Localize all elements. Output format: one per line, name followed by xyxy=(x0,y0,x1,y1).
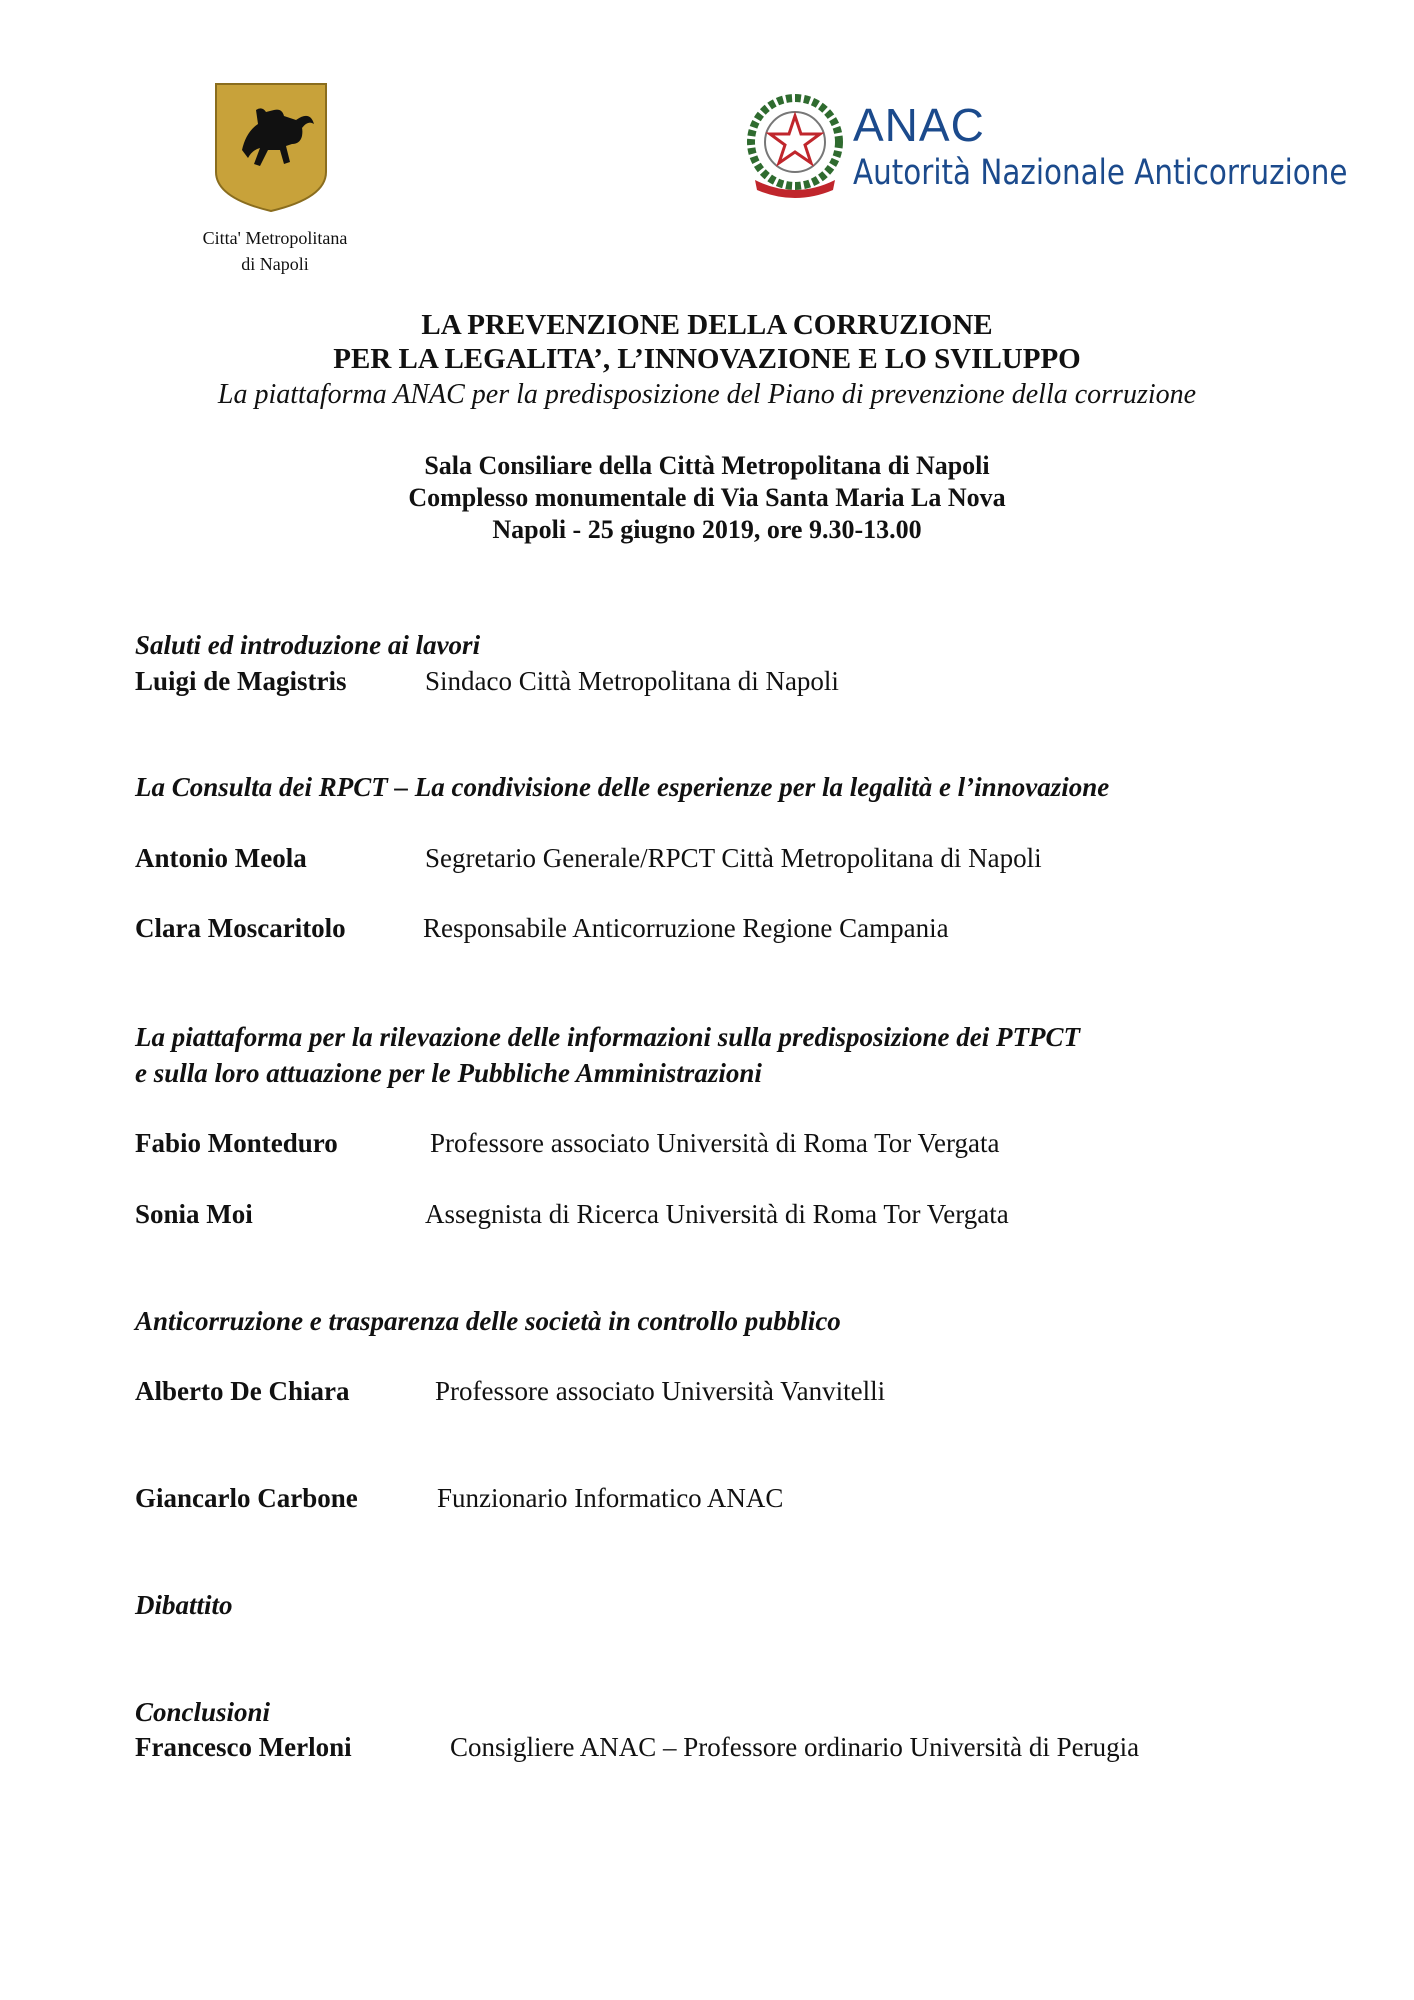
speaker-role: Responsabile Anticorruzione Regione Campania xyxy=(423,913,949,943)
section-title-anticorruzione: Anticorruzione e trasparenza delle società in controllo pubblico xyxy=(135,1306,841,1336)
napoli-caption xyxy=(170,225,380,277)
speaker-name: Luigi de Magistris xyxy=(135,666,347,696)
speaker-name: Sonia Moi xyxy=(135,1199,253,1229)
section-title-saluti: Saluti ed introduzione ai lavori xyxy=(135,630,481,660)
speaker-name: Alberto De Chiara xyxy=(135,1376,350,1406)
speaker-name: Antonio Meola xyxy=(135,843,307,873)
subtitle: La piattaforma ANAC per la predisposizione del Piano di prevenzione della corruzione xyxy=(217,379,1197,410)
speaker-role: Professore associato Università di Roma Tor Vergata xyxy=(430,1128,1000,1158)
section-title-piattaforma-line2: e sulla loro attuazione per le Pubbliche Amministrazioni xyxy=(135,1058,762,1088)
speaker-role: Segretario Generale/RPCT Città Metropolitana di Napoli xyxy=(425,843,1042,873)
venue-line1: Sala Consiliare della Città Metropolitana di Napoli xyxy=(424,451,990,480)
venue-date-line: Napoli - 25 giugno 2019, ore 9.30-13.00 xyxy=(492,515,922,544)
anac-full-name: Autorità Nazionale Anticorruzione xyxy=(853,153,1348,193)
speaker-role: Assegnista di Ricerca Università di Roma Tor Vergata xyxy=(425,1199,1009,1229)
speaker-role: Sindaco Città Metropolitana di Napoli xyxy=(425,666,839,696)
section-title-piattaforma-line1: La piattaforma per la rilevazione delle informazioni sulla predisposizione dei PTPCT xyxy=(135,1022,1080,1052)
speaker-name: Fabio Monteduro xyxy=(135,1128,338,1158)
speaker-role: Funzionario Informatico ANAC xyxy=(437,1483,784,1513)
speaker-name: Clara Moscaritolo xyxy=(135,913,346,943)
speaker-name: Francesco Merloni xyxy=(135,1732,352,1762)
anac-short-name: ANAC xyxy=(853,99,985,151)
speaker-name: Giancarlo Carbone xyxy=(135,1483,358,1513)
section-title-conclusioni: Conclusioni xyxy=(135,1697,271,1727)
section-title-dibattito: Dibattito xyxy=(135,1590,233,1620)
section-title-consulta: La Consulta dei RPCT – La condivisione delle esperienze per la legalità e l’innovazione xyxy=(135,772,1110,802)
title-line2: PER LA LEGALITA’, L’INNOVAZIONE E LO SVILUPPO xyxy=(333,343,1081,375)
title-line1: LA PREVENZIONE DELLA CORRUZIONE xyxy=(421,309,993,341)
napoli-caption-line1: Citta' Metropolitana xyxy=(202,228,348,248)
italian-republic-emblem xyxy=(745,92,845,204)
venue-line2: Complesso monumentale di Via Santa Maria La Nova xyxy=(408,483,1006,512)
speaker-role: Professore associato Università Vanvitelli xyxy=(435,1376,886,1406)
napoli-caption-line2: di Napoli xyxy=(241,254,309,274)
speaker-role: Consigliere ANAC – Professore ordinario Università di Perugia xyxy=(450,1732,1140,1762)
napoli-crest-logo xyxy=(212,80,330,215)
